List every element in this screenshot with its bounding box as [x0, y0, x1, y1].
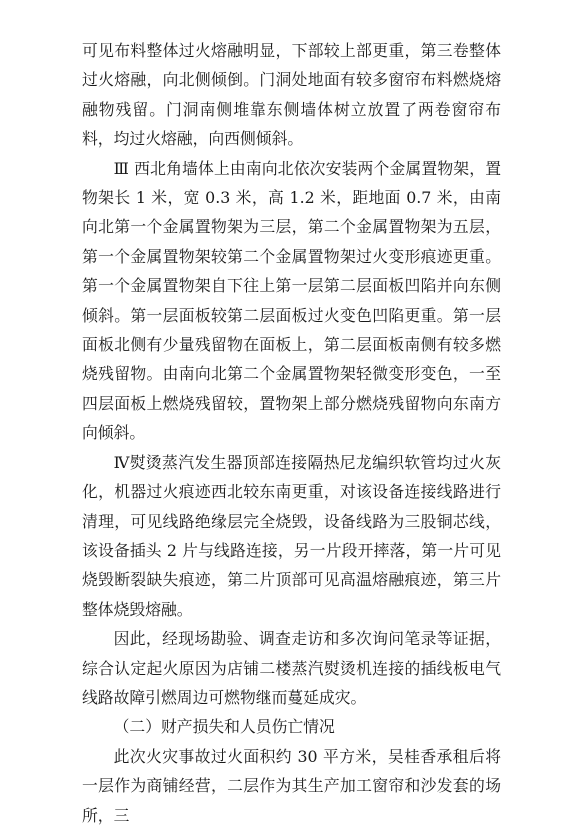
paragraph-steam-generator: Ⅳ熨烫蒸汽发生器顶部连接隔热尼龙编织软管均过火灰化，机器过火痕迹西北较东南更重，对该设备连接线路进行清理，可见线路绝缘层完全烧毁，设备线路为三股铜芯线，该设备插头 2 片与线路连接，另一片段开摔落，第一片可见烧毁断裂缺失痕迹，第二片顶部可见高温熔融痕迹，第三片整体烧毁熔融。 — [82, 452, 501, 619]
paragraph-fabric-residue: 可见布料整体过火熔融明显，下部较上部更重，第三卷整体过火熔融，向北侧倾倒。门洞处地面有较多窗帘布料燃烧熔融物残留。门洞南侧堆靠东侧墙体树立放置了两卷窗帘布料，均过火熔融，向西侧倾斜。 — [82, 41, 501, 149]
paragraph-conclusion: 因此，经现场勘验、调查走访和多次询问笔录等证据，综合认定起火原因为店铺二楼蒸汽熨烫机连接的插线板电气线路故障引燃周边可燃物继而蔓延成灾。 — [82, 629, 501, 707]
paragraph-metal-shelves: Ⅲ 西北角墙体上由南向北依次安装两个金属置物架，置物架长 1 米，宽 0.3 米，高 1.2 米，距地面 0.7 米，由南向北第一个金属置物架为三层，第二个金属置物架为五层，第一个金属置物架较第二个金属置物架过火变形痕迹更重。第一个金属置物架自下往上第一层第二层面板凹陷并向东侧倾斜。第一层面板较第二层面板过火变色凹陷更重。第一层面板北侧有少量残留物在面板上，第二层面板南侧有较多燃烧残留物。由南向北第二个金属置物架轻微变形变色，一至四层面板上燃烧残留较，置物架上部分燃烧残留物向东南方向倾斜。 — [82, 158, 501, 443]
paragraph-fire-area: 此次火灾事故过火面积约 30 平方米，吴桂香承租后将一层作为商铺经营，二层作为其生产加工窗帘和沙发套的场所，三 — [82, 746, 501, 825]
section-heading-losses: （二）财产损失和人员伤亡情况 — [113, 717, 335, 737]
